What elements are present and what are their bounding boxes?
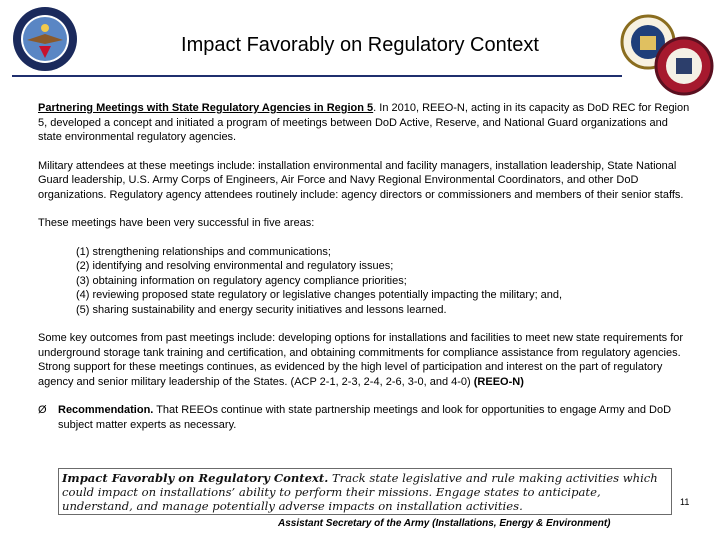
main-content bbox=[38, 101, 690, 432]
page-title: Impact Favorably on Regulatory Context bbox=[181, 34, 539, 56]
recommendation-label: Recommendation. bbox=[58, 404, 154, 416]
recommendation-text: That REEOs continue with state partnership meetings and look for opportunities to engage Army and DoD subject matter experts as necessary. bbox=[58, 404, 672, 431]
list-item: (1) strengthening relationships and communications; bbox=[76, 245, 331, 258]
dod-seal-logo bbox=[12, 6, 78, 72]
army-seals-logo bbox=[618, 10, 714, 100]
partnering-body: . In 2010, REEO-N, acting in its capacity as DoD REC for Region 5, developed a concept and initiated a program of meetings between DoD Active, Reserve, and National Guard organizations and state environmental regulatory agencies. bbox=[38, 102, 690, 143]
outcomes-body: Some key outcomes from past meetings include: developing options for installations and facilities to meet new state requirements for underground storage tank training and certification, and obtaining commitments for compliance assistance from regulatory agencies. Strong support for these meetings continues, as evidenced by the high level of participation and interest on the part of regulatory agency and senior military leadership of the States. (ACP 2-1, 2-3, 2-4, 2-6, 3-0, and 4-0) bbox=[38, 332, 684, 388]
arrow-bullet-icon: Ø bbox=[38, 404, 47, 416]
recommendation bbox=[38, 403, 690, 432]
callout-label: Impact Favorably on Regulatory Context. bbox=[62, 471, 329, 485]
success-areas-list bbox=[76, 245, 690, 318]
footer-text: Assistant Secretary of the Army (Installations, Energy & Environment) bbox=[278, 518, 611, 529]
list-item: (2) identifying and resolving environmental and regulatory issues; bbox=[76, 260, 394, 272]
page-number: 11 bbox=[680, 497, 690, 507]
list-item: (5) sharing sustainability and energy security initiatives and lessons learned. bbox=[76, 303, 447, 316]
list-item: (4) reviewing proposed state regulatory or legislative changes potentially impacting the military; and, bbox=[76, 289, 563, 301]
reeo-tag: (REEO-N) bbox=[473, 375, 524, 388]
callout-text: Track state legislative and rule making activities which could impact on installations’ ability to perform their missions. Engage states to anticipate, understand, and manage potentially adverse impacts on installation activities. bbox=[62, 471, 658, 513]
title-divider bbox=[12, 75, 622, 77]
outcomes-paragraph bbox=[38, 331, 690, 389]
attendees-paragraph: Military attendees at these meetings include: installation environmental and facility managers, installation leadership, State National Guard leadership, U.S. Army Corps of Engineers, Air Force and Navy Regional Environmental Coordinators, and other DoD organizations. Regulatory agency attendees routinely include: agency directors or commissioners and members of their senior staffs. bbox=[38, 159, 684, 201]
partnering-paragraph bbox=[38, 101, 690, 145]
list-item: (3) obtaining information on regulatory agency compliance priorities; bbox=[76, 274, 407, 287]
callout-box bbox=[58, 468, 672, 515]
partnering-heading: Partnering Meetings with State Regulatory Agencies in Region 5 bbox=[38, 102, 374, 114]
success-intro: These meetings have been very successful in five areas: bbox=[38, 217, 315, 229]
